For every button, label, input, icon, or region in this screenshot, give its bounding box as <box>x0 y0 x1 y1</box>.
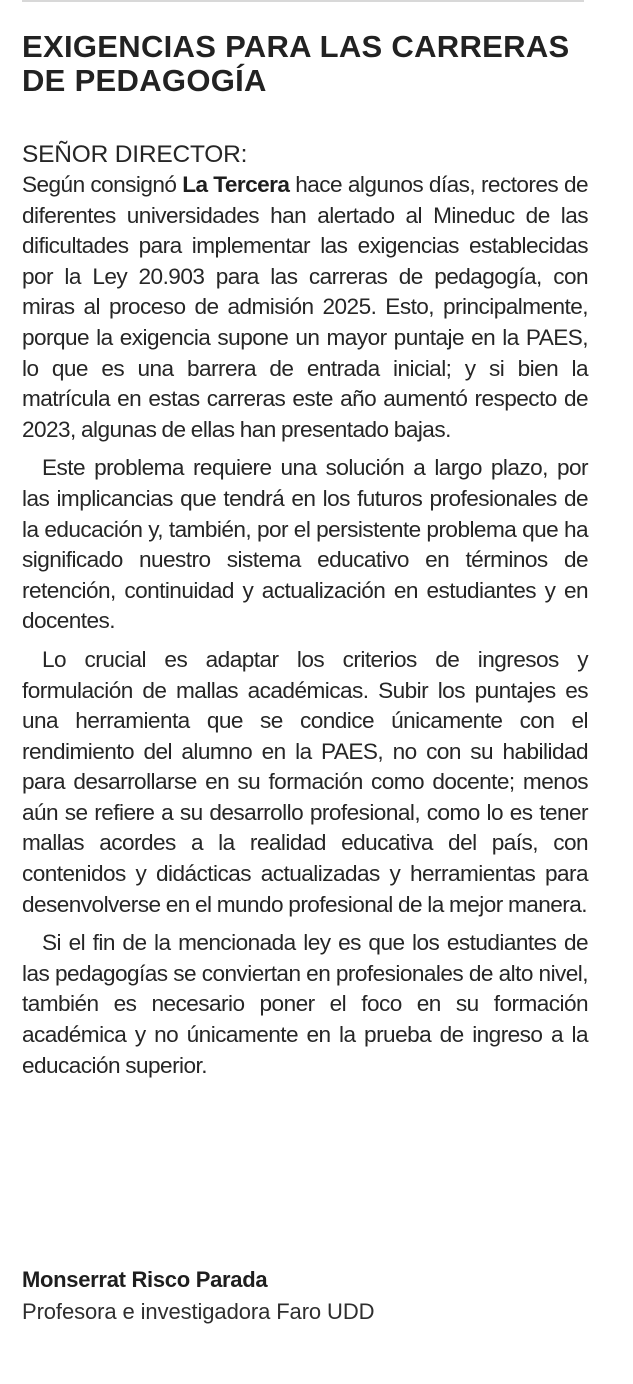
paragraph-1-lead: Según consignó <box>22 172 183 197</box>
publication-name: La Tercera <box>182 172 290 197</box>
letter-article <box>22 30 588 1081</box>
signature-block <box>22 1267 588 1327</box>
paragraph-4: Si el fin de la mencionada ley es que los estudiantes de las pedagogías se conviertan en profesionales de alto nivel, también es necesario poner el foco en su formación académica y no únicamente en la prueba de ingreso a la educación superior. <box>22 930 588 1078</box>
salutation: SEÑOR DIRECTOR: <box>22 141 248 168</box>
paragraph-1 <box>22 170 588 445</box>
paragraph-2: Este problema requiere una solución a largo plazo, por las implicancias que tendrá en los futuros profesionales de la educación y, también, por el persistente problema que ha significado nuestro sistema educativo en términos de retención, continuidad y actualización en estudiantes y en docentes. <box>22 455 588 634</box>
author-name: Monserrat Risco Parada <box>22 1267 268 1292</box>
author-role: Profesora e investigadora Faro UDD <box>22 1299 375 1324</box>
paragraph-1-body: hace algunos días, rectores de diferentes universidades han alertado al Mineduc de las dificultades para implementar las exigencias establecidas por la Ley 20.903 para las carreras de pedagogía, con miras al proceso de admisión 2025. Esto, principalmente, porque la exigencia supone un mayor puntaje en la PAES, lo que es una barrera de entrada inicial; y si bien la matrícula en estas carreras este año aumentó respecto de 2023, algunas de ellas han presentado bajas. <box>22 172 589 442</box>
headline: EXIGENCIAS PARA LAS CARRERAS DE PEDAGOGÍA <box>22 29 570 98</box>
top-divider <box>22 0 584 2</box>
paragraph-3: Lo crucial es adaptar los criterios de ingresos y formulación de mallas académicas. Subir los puntajes es una herramienta que se condice únicamente con el rendimiento del alumno en la PAES, no con su habilidad para desarrollarse en su formación como docente; menos aún se refiere a su desarrollo profesional, como lo es tener mallas acordes a la realidad educativa del país, con contenidos y didácticas actualizadas y herramientas para desenvolverse en el mundo profesional de la mejor manera. <box>22 646 588 917</box>
